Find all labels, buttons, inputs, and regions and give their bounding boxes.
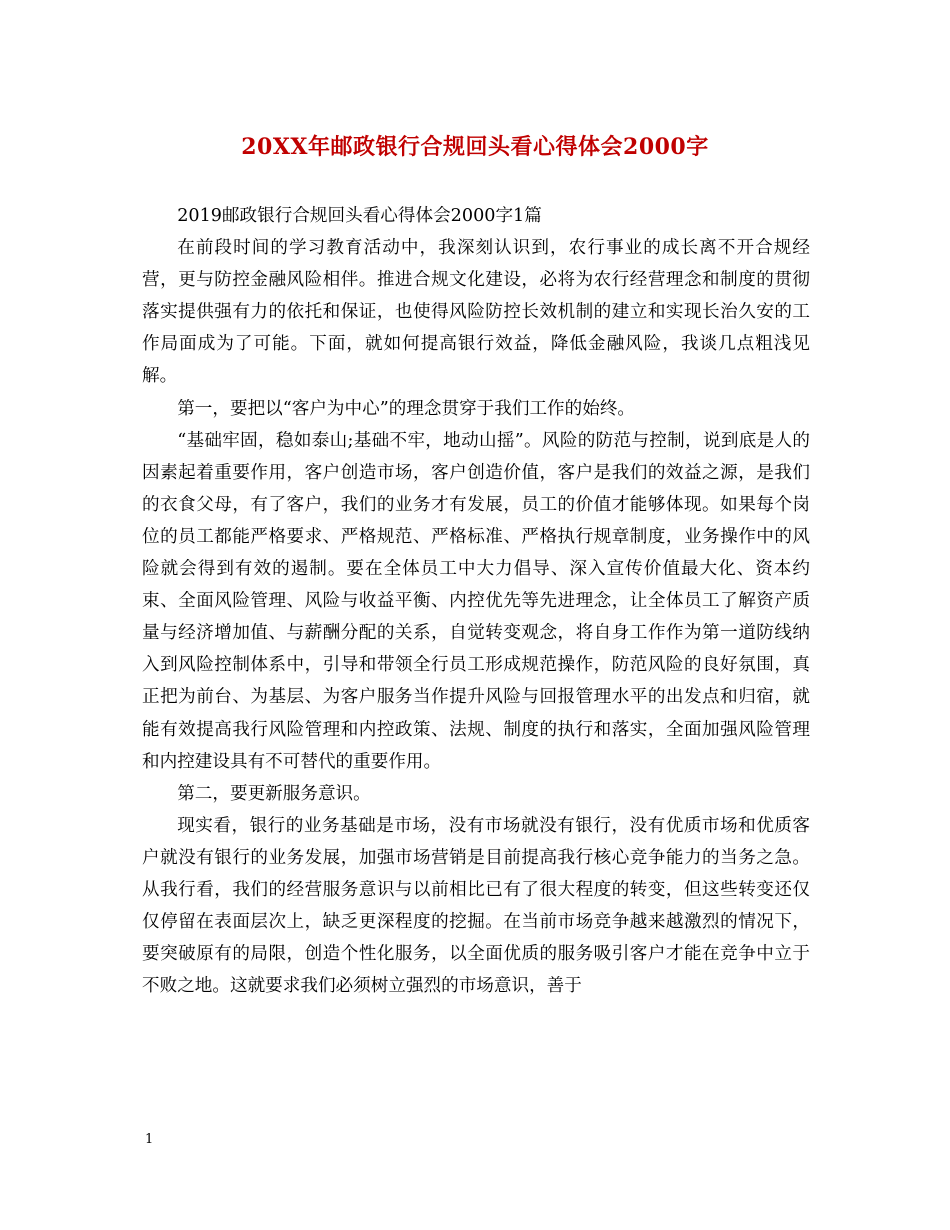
paragraph: “基础牢固，稳如泰山;基础不牢，地动山摇”。风险的防范与控制，说到底是人的因素起着重要作用，客户创造市场，客户创造价值，客户是我们的效益之源，是我们的衣食父母，有了客户，我们的业务才有发展，员工的价值才能够体现。如果每个岗位的员工都能严格要求、严格规范、严格标准、严格执行规章制度，业务操作中的风险就会得到有效的遏制。要在全体员工中大力倡导、深入宣传价值最大化、资本约束、全面风险管理、风险与收益平衡、内控优先等先进理念，让全体员工了解资产质量与经济增加值、与薪酬分配的关系，自觉转变观念，将自身工作作为第一道防线纳入到风险控制体系中，引导和带领全行员工形成规范操作，防范风险的良好氛围，真正把为前台、为基层、为客户服务当作提升风险与回报管理水平的出发点和归宿，就能有效提高我行风险管理和内控政策、法规、制度的执行和落实，全面加强风险管理和内控建设具有不可替代的重要作用。: [142, 430, 810, 772]
paragraph: 现实看，银行的业务基础是市场，没有市场就没有银行，没有优质市场和优质客户就没有银行的业务发展，加强市场营销是目前提高我行核心竞争能力的当务之急。从我行看，我们的经营服务意识与以前相比已有了很大程度的转变，但这些转变还仅仅停留在表面层次上，缺乏更深程度的挖掘。在当前市场竞争越来越激烈的情况下，要突破原有的局限，创造个性化服务，以全面优质的服务吸引客户才能在竞争中立于不败之地。这就要求我们必须树立强烈的市场意识，善于: [142, 815, 810, 997]
paragraph: 第二，要更新服务意识。: [177, 783, 371, 804]
paragraph: 在前段时间的学习教育活动中，我深刻认识到，农行事业的成长离不开合规经营，更与防控金融风险相伴。推进合规文化建设，必将为农行经营理念和制度的贯彻落实提供强有力的依托和保证，也使得风险防控长效机制的建立和实现长治久安的工作局面成为了可能。下面，就如何提高银行效益，降低金融风险，我谈几点粗浅见解。: [142, 238, 810, 387]
document-subtitle: 2019邮政银行合规回头看心得体会2000字1篇: [177, 206, 542, 226]
page-number: 1: [145, 1132, 154, 1147]
paragraph: 第一，要把以“客户为中心”的理念贯穿于我们工作的始终。: [177, 398, 636, 419]
document-title: 20XX年邮政银行合规回头看心得体会2000字: [241, 134, 709, 160]
document-body: [142, 200, 810, 1002]
